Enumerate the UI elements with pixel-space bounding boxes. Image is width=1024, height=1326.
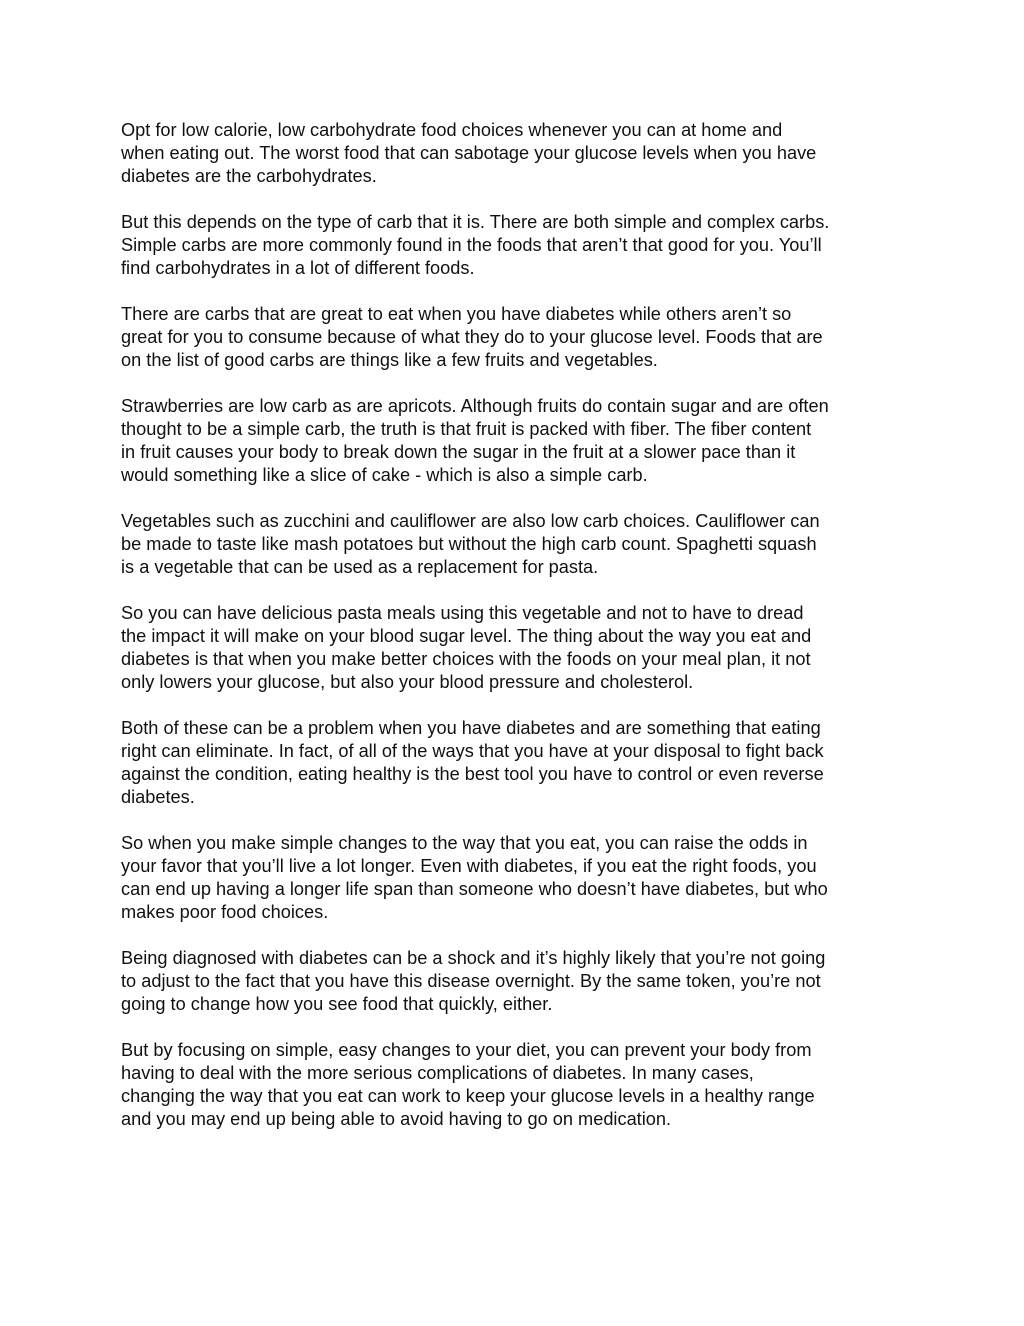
paragraph-line: and you may end up being able to avoid having to go on medication.	[121, 1109, 672, 1129]
paragraph-8	[121, 832, 921, 924]
paragraph-line: But by focusing on simple, easy changes to your diet, you can prevent your body from	[121, 1040, 812, 1060]
document-body	[121, 119, 921, 1154]
paragraph-line: So you can have delicious pasta meals using this vegetable and not to have to dread	[121, 603, 804, 623]
paragraph-line: thought to be a simple carb, the truth is that fruit is packed with fiber. The fiber content	[121, 419, 812, 439]
paragraph-5	[121, 510, 921, 579]
paragraph-line: diabetes are the carbohydrates.	[121, 166, 377, 186]
paragraph-line: Vegetables such as zucchini and cauliflower are also low carb choices. Cauliflower can	[121, 511, 820, 531]
paragraph-line: Strawberries are low carb as are apricots. Although fruits do contain sugar and are often	[121, 396, 829, 416]
paragraph-line: having to deal with the more serious complications of diabetes. In many cases,	[121, 1063, 754, 1083]
paragraph-7	[121, 717, 921, 809]
paragraph-line: But this depends on the type of carb that it is. There are both simple and complex carbs.	[121, 212, 830, 232]
paragraph-line: There are carbs that are great to eat when you have diabetes while others aren’t so	[121, 304, 792, 324]
paragraph-9	[121, 947, 921, 1016]
paragraph-line: Simple carbs are more commonly found in the foods that aren’t that good for you. You’ll	[121, 235, 822, 255]
paragraph-line: only lowers your glucose, but also your blood pressure and cholesterol.	[121, 672, 694, 692]
paragraph-line: the impact it will make on your blood sugar level. The thing about the way you eat and	[121, 626, 812, 646]
paragraph-line: on the list of good carbs are things like a few fruits and vegetables.	[121, 350, 658, 370]
paragraph-line: find carbohydrates in a lot of different foods.	[121, 258, 475, 278]
paragraph-line: your favor that you’ll live a lot longer. Even with diabetes, if you eat the right foods, you	[121, 856, 817, 876]
paragraph-1	[121, 119, 921, 188]
paragraph-6	[121, 602, 921, 694]
paragraph-line: to adjust to the fact that you have this disease overnight. By the same token, you’re not	[121, 971, 821, 991]
paragraph-line: makes poor food choices.	[121, 902, 329, 922]
paragraph-line: in fruit causes your body to break down the sugar in the fruit at a slower pace than it	[121, 442, 796, 462]
paragraph-line: diabetes is that when you make better choices with the foods on your meal plan, it not	[121, 649, 811, 669]
paragraph-line: be made to taste like mash potatoes but without the high carb count. Spaghetti squash	[121, 534, 817, 554]
paragraph-line: against the condition, eating healthy is the best tool you have to control or even reverse	[121, 764, 824, 784]
paragraph-line: Being diagnosed with diabetes can be a shock and it’s highly likely that you’re not going	[121, 948, 826, 968]
paragraph-line: right can eliminate. In fact, of all of the ways that you have at your disposal to fight back	[121, 741, 824, 761]
paragraph-2	[121, 211, 921, 280]
paragraph-10	[121, 1039, 921, 1131]
paragraph-line: would something like a slice of cake - which is also a simple carb.	[121, 465, 648, 485]
paragraph-line: So when you make simple changes to the way that you eat, you can raise the odds in	[121, 833, 808, 853]
paragraph-line: great for you to consume because of what they do to your glucose level. Foods that are	[121, 327, 823, 347]
paragraph-line: when eating out. The worst food that can sabotage your glucose levels when you have	[121, 143, 817, 163]
paragraph-line: is a vegetable that can be used as a replacement for pasta.	[121, 557, 599, 577]
paragraph-line: changing the way that you eat can work to keep your glucose levels in a healthy range	[121, 1086, 815, 1106]
paragraph-4	[121, 395, 921, 487]
paragraph-line: Opt for low calorie, low carbohydrate food choices whenever you can at home and	[121, 120, 783, 140]
paragraph-3	[121, 303, 921, 372]
paragraph-line: can end up having a longer life span than someone who doesn’t have diabetes, but who	[121, 879, 828, 899]
paragraph-line: diabetes.	[121, 787, 195, 807]
paragraph-line: going to change how you see food that quickly, either.	[121, 994, 553, 1014]
paragraph-line: Both of these can be a problem when you have diabetes and are something that eating	[121, 718, 821, 738]
